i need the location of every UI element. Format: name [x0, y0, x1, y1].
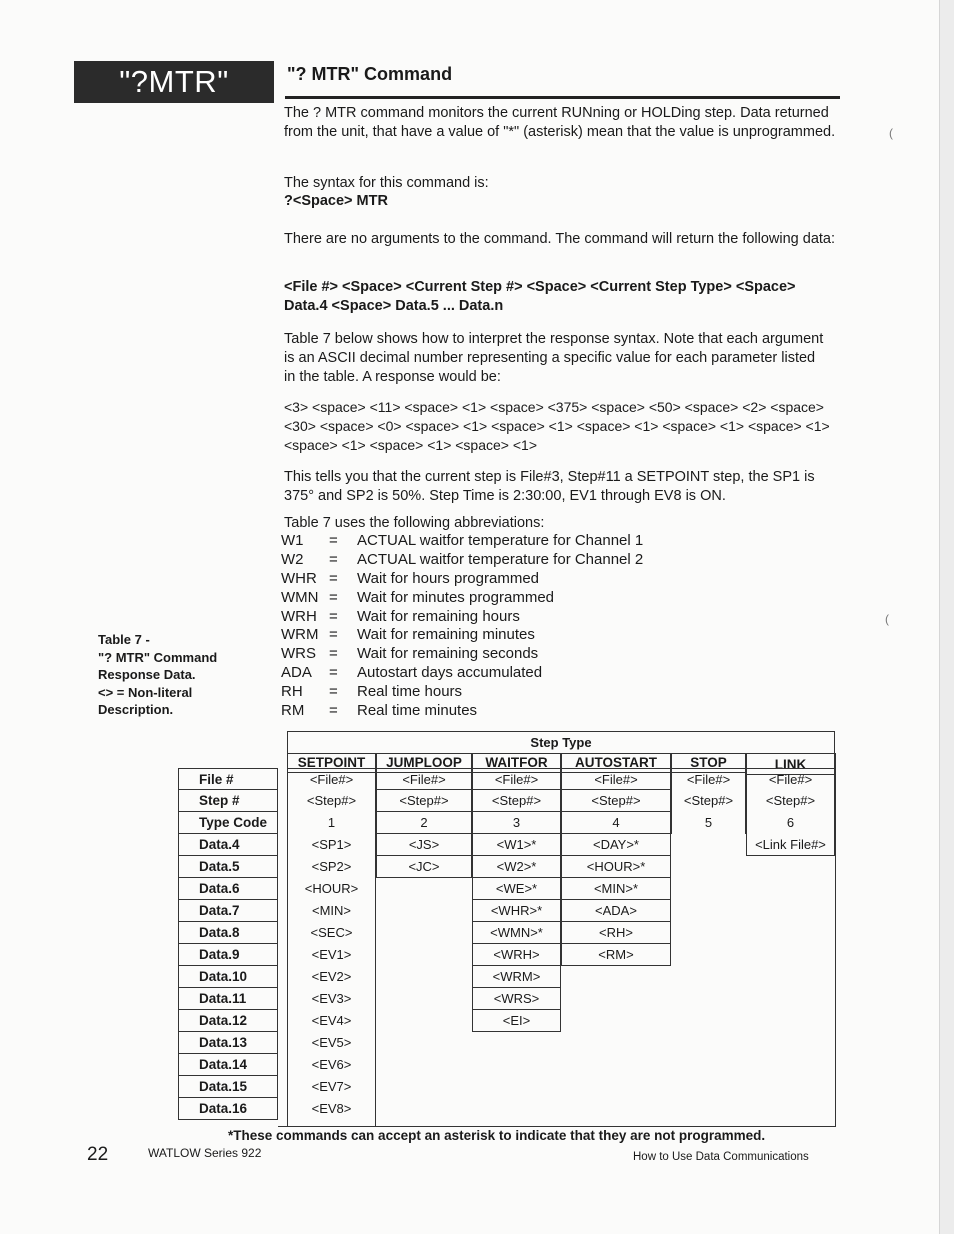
- caption-line: <> = Non-literal: [98, 684, 193, 700]
- abbr-description: Wait for minutes programmed: [357, 588, 555, 606]
- table-cell-autostart: <Step#>: [561, 790, 671, 812]
- table-cell-setpoint: <EV3>: [287, 988, 376, 1010]
- table-cell-waitfor: <WRM>: [472, 966, 561, 988]
- caption-line: Table 7 -: [98, 632, 150, 647]
- table-cell-waitfor: <WRH>: [472, 944, 561, 966]
- abbreviation-row: [281, 532, 701, 551]
- abbreviation-row: [281, 645, 701, 664]
- table-footnote: *These commands can accept an asterisk to indicate that they are not programmed.: [228, 1128, 766, 1143]
- abbr-code: RM: [281, 702, 305, 720]
- row-label: Data.4: [178, 834, 278, 856]
- table-cell-stop: 5: [671, 812, 746, 834]
- abbr-code: ADA: [281, 664, 312, 682]
- arguments-paragraph: There are no arguments to the command. The command will return the following data:: [284, 231, 836, 247]
- abbr-description: Wait for remaining minutes: [357, 626, 535, 644]
- row-label: Data.8: [178, 922, 278, 944]
- row-label: Data.9: [178, 944, 278, 966]
- table-cell-setpoint: <EV2>: [287, 966, 376, 988]
- abbreviation-row: [281, 551, 701, 570]
- footer-section-title: How to Use Data Communications: [633, 1151, 809, 1163]
- intro-paragraph: The ? MTR command monitors the current RUNning or HOLDing step. Data returned from the unit, that have a value of "*" (asterisk) mean that the value is unprogrammed.: [284, 105, 836, 140]
- table-cell-waitfor: <EI>: [472, 1010, 561, 1032]
- abbr-code: WRS: [281, 645, 316, 663]
- caption-line: Description.: [98, 702, 174, 717]
- abbr-code: W1: [281, 532, 304, 549]
- setpoint-right-border: [375, 753, 376, 1127]
- abbr-equals: =: [329, 532, 338, 549]
- table-cell-setpoint: 1: [287, 812, 376, 834]
- page-edge: [939, 0, 954, 1234]
- table-cell-autostart: <RM>: [561, 944, 671, 966]
- table-cell-stop: <File#>: [671, 768, 746, 790]
- col-header-link: LINK: [746, 753, 835, 775]
- page-number: 22: [87, 1144, 109, 1165]
- abbreviation-list: [281, 532, 701, 721]
- table-cell-link: <Step#>: [746, 790, 835, 812]
- table-cell-waitfor: <WHR>*: [472, 900, 561, 922]
- table-cell-setpoint: <EV1>: [287, 944, 376, 966]
- row-label: Data.10: [178, 966, 278, 988]
- abbr-equals: =: [329, 569, 338, 587]
- row-label: Data.16: [178, 1098, 278, 1120]
- abbr-equals: =: [329, 626, 338, 644]
- abbr-equals: =: [329, 683, 338, 701]
- abbr-code: WMN: [281, 588, 319, 606]
- table-cell-waitfor: <W1>*: [472, 834, 561, 856]
- abbr-code: RH: [281, 683, 303, 701]
- row-label: File #: [178, 768, 278, 790]
- step-type-header: Step Type: [287, 731, 835, 753]
- table-cell-waitfor: <W2>*: [472, 856, 561, 878]
- table-cell-setpoint: <EV5>: [287, 1032, 376, 1054]
- margin-mark: (: [885, 612, 889, 626]
- col-header-autostart: AUTOSTART: [561, 753, 671, 773]
- abbreviation-row: [281, 683, 701, 702]
- col-header-jumploop: JUMPLOOP: [376, 753, 472, 773]
- table-cell-waitfor: <Step#>: [472, 790, 561, 812]
- abbreviation-row: [281, 664, 701, 683]
- abbr-code: WHR: [281, 569, 317, 587]
- response-format: <File #> <Space> <Current Step #> <Space> <Current Step Type> <Space> Data.4 <Space> Data.5 ... Data.n: [284, 279, 796, 314]
- row-label: Data.15: [178, 1076, 278, 1098]
- syntax-line: ?<Space> MTR: [284, 193, 388, 209]
- row-label: Data.12: [178, 1010, 278, 1032]
- abbreviation-row: [281, 608, 701, 627]
- abbr-description: Real time hours: [357, 683, 463, 701]
- caption-line: "? MTR" Command: [98, 649, 218, 665]
- row-label: Type Code: [178, 812, 278, 834]
- title-rule: [285, 96, 840, 99]
- abbr-code: W2: [281, 550, 304, 568]
- table-cell-setpoint: <EV6>: [287, 1054, 376, 1076]
- row-label: Data.14: [178, 1054, 278, 1076]
- row-label: Data.7: [178, 900, 278, 922]
- abbr-description: Wait for hours programmed: [357, 569, 540, 587]
- example-explanation: This tells you that the current step is File#3, Step#11 a SETPOINT step, the SP1 is 375° and SP2 is 50%. Step Time is 2:30:00, EV1 through EV8 is ON.: [284, 469, 815, 504]
- table-cell-link: 6: [746, 812, 835, 834]
- table-cell-waitfor: <WMN>*: [472, 922, 561, 944]
- margin-mark: (: [889, 126, 893, 140]
- table-cell-stop: <Step#>: [671, 790, 746, 812]
- table-cell-jumploop: <File#>: [376, 768, 472, 790]
- table-cell-setpoint: <SEC>: [287, 922, 376, 944]
- table-cell-link: <File#>: [746, 768, 835, 790]
- abbr-description: ACTUAL waitfor temperature for Channel 2: [357, 550, 644, 568]
- table-cell-setpoint: <SP1>: [287, 834, 376, 856]
- syntax-intro: The syntax for this command is:: [284, 175, 489, 191]
- interpret-paragraph: Table 7 below shows how to interpret the response syntax. Note that each argument is an ASCII decimal number representing a specific value for each parameter listed in the table. A response would be:: [284, 331, 824, 385]
- table-cell-waitfor: 3: [472, 812, 561, 834]
- setpoint-left-border: [287, 753, 288, 1127]
- table-cell-setpoint: <EV7>: [287, 1076, 376, 1098]
- table-cell-setpoint: <SP2>: [287, 856, 376, 878]
- table-cell-setpoint: <Step#>: [287, 790, 376, 812]
- table-cell-link: <Link File#>: [746, 834, 835, 856]
- abbr-description: Real time minutes: [357, 702, 478, 720]
- abbr-code: WRM: [281, 626, 319, 644]
- col-header-stop: STOP: [671, 753, 746, 773]
- abbreviation-row: [281, 570, 701, 589]
- table-cell-jumploop: 2: [376, 812, 472, 834]
- abbr-description: Wait for remaining hours: [357, 607, 520, 625]
- table-cell-waitfor: <File#>: [472, 768, 561, 790]
- abbreviations-intro: Table 7 uses the following abbreviations:: [284, 515, 545, 531]
- table-cell-setpoint: <HOUR>: [287, 878, 376, 900]
- abbr-equals: =: [329, 664, 338, 682]
- row-label: Data.11: [178, 988, 278, 1010]
- table-cell-jumploop: <JC>: [376, 856, 472, 878]
- row-label: Data.13: [178, 1032, 278, 1054]
- table-cell-autostart: <DAY>*: [561, 834, 671, 856]
- table-cell-jumploop: <JS>: [376, 834, 472, 856]
- table-cell-waitfor: <WRS>: [472, 988, 561, 1010]
- row-label: Data.5: [178, 856, 278, 878]
- table-right-border: [835, 753, 836, 1127]
- col-header-setpoint: SETPOINT: [287, 753, 376, 773]
- page-title: "? MTR" Command: [287, 64, 453, 84]
- footer-brand: WATLOW Series 922: [148, 1146, 262, 1160]
- table-bottom-border: [278, 1126, 836, 1127]
- table-cell-setpoint: <EV4>: [287, 1010, 376, 1032]
- abbreviation-row: [281, 702, 701, 721]
- abbr-equals: =: [329, 702, 338, 720]
- row-label: Data.6: [178, 878, 278, 900]
- abbr-equals: =: [329, 550, 338, 568]
- table-cell-waitfor: <WE>*: [472, 878, 561, 900]
- table-cell-setpoint: <MIN>: [287, 900, 376, 922]
- table-cell-autostart: <RH>: [561, 922, 671, 944]
- table-cell-autostart: <MIN>*: [561, 878, 671, 900]
- abbreviation-row: [281, 626, 701, 645]
- abbreviation-row: [281, 589, 701, 608]
- abbr-equals: =: [329, 645, 338, 663]
- table-cell-jumploop: <Step#>: [376, 790, 472, 812]
- table-cell-setpoint: <EV8>: [287, 1098, 376, 1120]
- table-cell-autostart: <ADA>: [561, 900, 671, 922]
- table-cell-autostart: <File#>: [561, 768, 671, 790]
- table-cell-setpoint: <File#>: [287, 768, 376, 790]
- table-caption: [98, 631, 278, 719]
- caption-line: Response Data.: [98, 667, 196, 682]
- abbr-description: ACTUAL waitfor temperature for Channel 1: [357, 532, 644, 549]
- section-tab: "?MTR": [74, 61, 274, 103]
- col-header-waitfor: WAITFOR: [472, 753, 561, 773]
- abbr-code: WRH: [281, 607, 317, 625]
- table-cell-autostart: <HOUR>*: [561, 856, 671, 878]
- abbr-equals: =: [329, 607, 338, 625]
- abbr-description: Autostart days accumulated: [357, 664, 543, 682]
- abbr-description: Wait for remaining seconds: [357, 645, 539, 663]
- row-label: Step #: [178, 790, 278, 812]
- abbr-equals: =: [329, 588, 338, 606]
- table-cell-autostart: 4: [561, 812, 671, 834]
- response-example: <3> <space> <11> <space> <1> <space> <375> <space> <50> <space> <2> <space> <30> <space> <0> <space> <1> <space> <1> <space> <1> <space> <1> <space> <1> <space> <1> <space> <1> <space> <1>: [284, 399, 830, 453]
